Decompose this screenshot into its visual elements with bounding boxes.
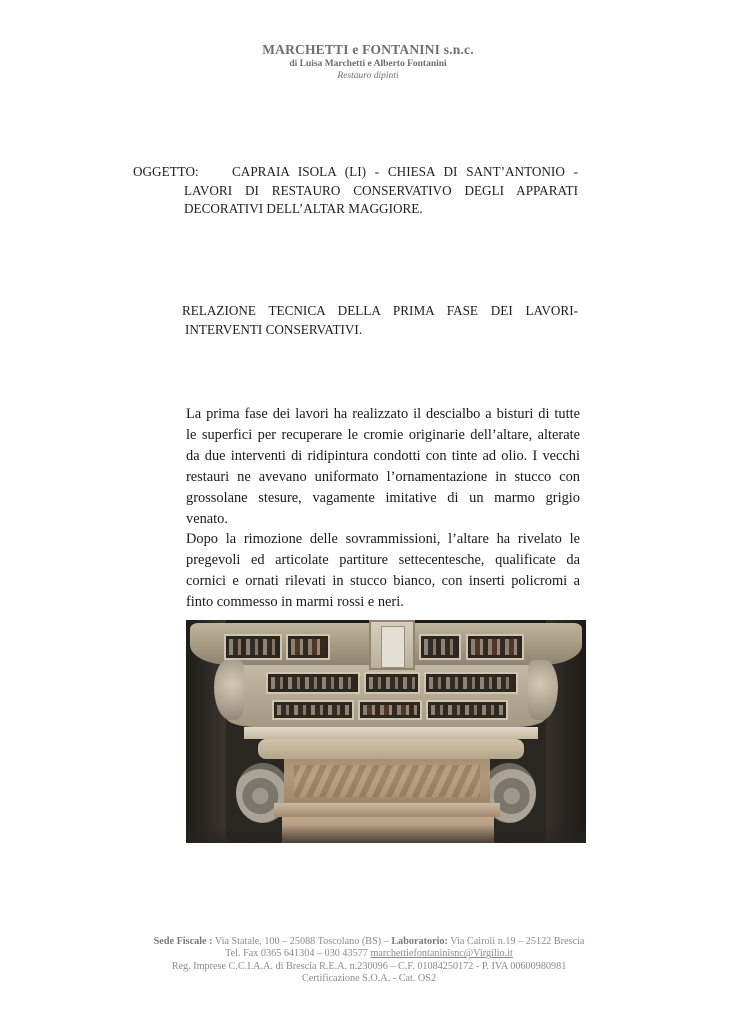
footer-sede-value: Via Statale, 100 – 25088 Toscolano (BS) – (212, 936, 392, 947)
body-line: cornici e ornati rilevati in stucco bianco, con inserti policromi a (186, 573, 580, 590)
body-line: grossolane stesure, vagamente imitative di un marmo grigio (186, 489, 580, 506)
photo-floor-shadow (186, 825, 586, 843)
body-line: venato. (186, 510, 228, 527)
report-title-line: INTERVENTI CONSERVATIVI. (185, 321, 363, 337)
footer-contact-row (8, 948, 730, 960)
body-line: Dopo la rimozione delle sovrammissioni, l’altare ha rivelato le (186, 531, 580, 548)
altar-inlay-panel (419, 634, 461, 660)
altar-inlay-panel (224, 634, 282, 660)
footer-certification-row: Certificazione S.O.A. - Cat. OS2 (301, 973, 437, 985)
company-activity: Restauro dipinti (337, 71, 399, 81)
body-line: le superfici per recuperare le cromie originarie dell’altare, alterate (186, 426, 580, 443)
body-line: da due interventi di ridipintura condotti con tinte ad olio. I vecchi (186, 447, 580, 464)
letterhead (0, 42, 730, 82)
altar-volute-left (214, 660, 244, 720)
tabernacle-door (381, 626, 405, 668)
altar-inlay-panel (364, 672, 420, 694)
altar-inlay-panel (358, 700, 422, 720)
report-title (182, 302, 578, 339)
altar-inlay-panel (426, 700, 508, 720)
footer-sede-label: Sede Fiscale : (153, 936, 213, 947)
footer-lab-value: Via Cairoli n.19 – 25122 Brescia (447, 936, 585, 947)
subject-line: CAPRAIA ISOLA (LI) - CHIESA DI SANT’ANTONIO - (232, 164, 578, 179)
altar-mensa (244, 727, 538, 739)
altar-frontal (284, 759, 490, 803)
body-line: finto commesso in marmi rossi e neri. (186, 594, 404, 611)
report-title-line: RELAZIONE TECNICA DELLA PRIMA FASE DEI LAVORI- (182, 303, 578, 318)
altar-cornice (258, 739, 524, 759)
company-name: MARCHETTI e FONTANINI s.n.c. (262, 42, 474, 57)
body-line: pregevoli ed articolate partiture settecentesche, qualificate da (186, 552, 580, 569)
subject-block (133, 163, 578, 219)
footer-phone: Tel. Fax 0365 641304 – 030 43577 (225, 948, 371, 960)
footer-registration-row: Reg. Imprese C.C.I.A.A. di Brescia R.E.A. n.230096 – C.F. 01084250172 - P. IVA 00600980981 (171, 960, 567, 972)
altar-inlay-panel (466, 634, 524, 660)
subject-lines (184, 163, 578, 219)
altar-base-molding (274, 803, 500, 817)
footer-address-row (8, 936, 730, 948)
letter-footer (0, 936, 730, 986)
body-line: La prima fase dei lavori ha realizzato il descialbo a bisturi di tutte (186, 406, 580, 422)
body-line: restauri ne avevano uniformato l’ornamentazione in stucco con (186, 468, 580, 485)
altar-inlay-panel (272, 700, 354, 720)
subject-label: OGGETTO: (133, 164, 199, 179)
footer-lab-label: Laboratorio: (391, 936, 448, 947)
altar-inlay-panel (424, 672, 518, 694)
altar-inlay-panel (286, 634, 330, 660)
footer-email-link[interactable]: marchettiefontaninisnc@Virgilio.it (370, 948, 513, 960)
altar-photograph (186, 620, 586, 843)
altar-tabernacle (369, 620, 415, 670)
subject-line: DECORATIVI DELL’ALTAR MAGGIORE. (184, 201, 423, 216)
company-owners: di Luisa Marchetti e Alberto Fontanini (289, 59, 447, 69)
body-paragraphs (186, 404, 580, 613)
subject-line: LAVORI DI RESTAURO CONSERVATIVO DEGLI APPARATI (184, 182, 578, 198)
altar-inlay-panel (266, 672, 360, 694)
